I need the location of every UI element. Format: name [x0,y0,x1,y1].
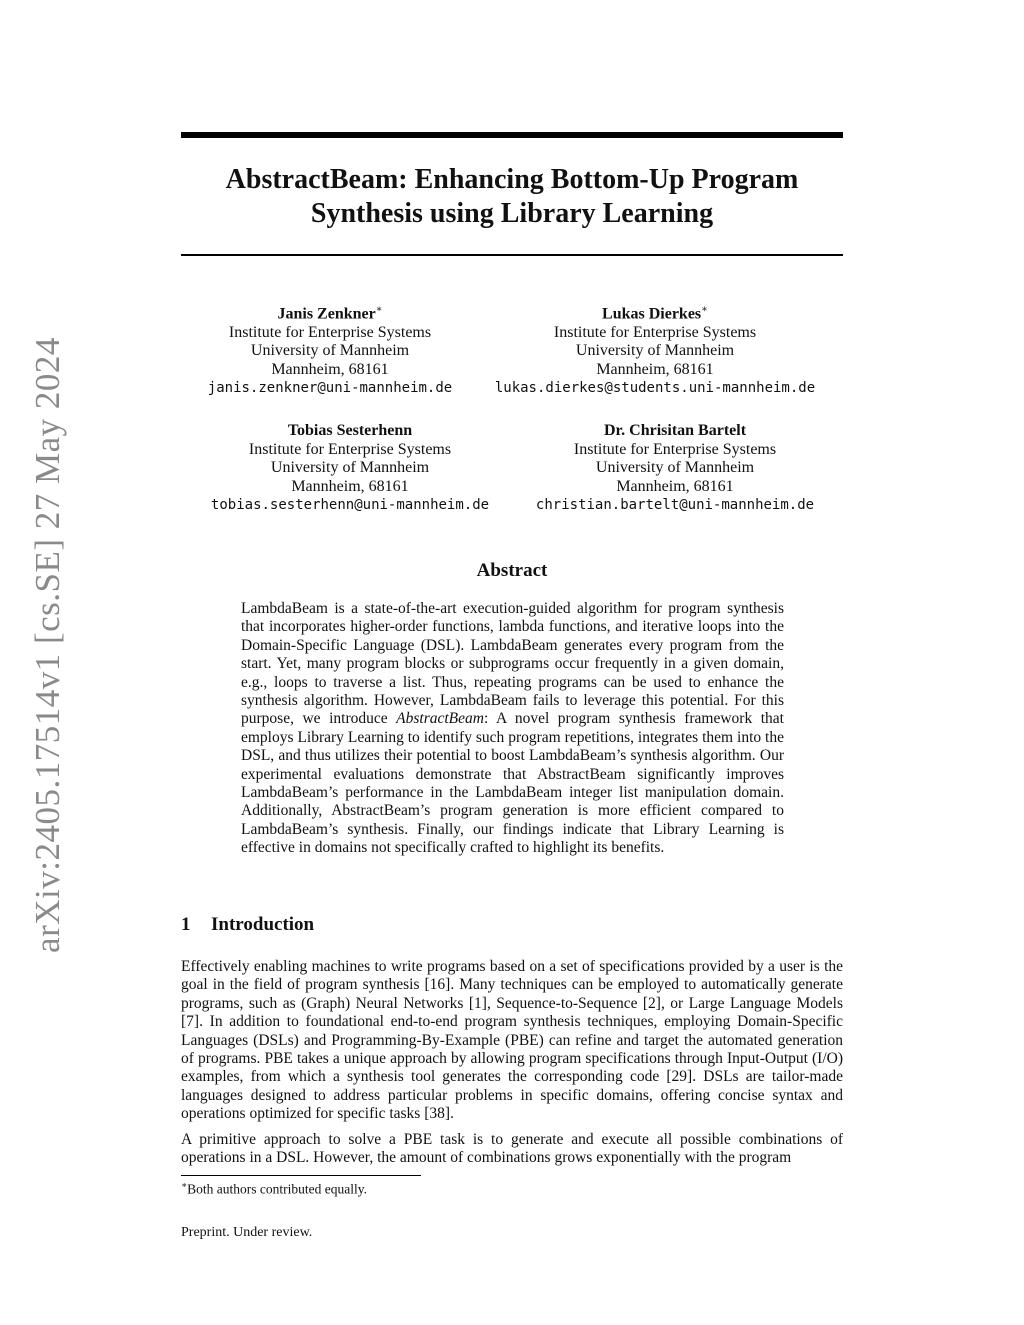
author-name-2: Lukas Dierkes∗ [602,304,708,323]
author-email-2: lukas.dierkes@students.uni-mannheim.de [494,380,816,397]
author-city-3: Mannheim, 68161 [291,477,409,495]
author-university-3: University of Mannheim [270,459,430,476]
intro-paragraph-1: Effectively enabling machines to write programs based on a set of specifications provided by a user is the goal in the field of program synthesis [16]. Many techniques can be employed to automatically generate programs, such as (Graph) Neural Networks [1], Sequence-to-Sequence [2], or Large Language Models [7]. In addition to foundational end-to-end program synthesis techniques, employing Domain-Specific Languages (DSLs) and Programming-By-Example (PBE) can refine and target the automated generation of programs. PBE takes a unique approach by allowing program specifications through Input-Output (I/O) examples, from which a synthesis tool generates the corresponding code [29]. DSLs are tailor-made languages designed to address particular problems in specific domains, offering concise syntax and operations optimized for specific tasks [38]. [181,958,843,1123]
author-email-1: janis.zenkner@uni-mannheim.de [207,380,453,397]
abstract-heading: Abstract [476,560,548,581]
abstract-emphasis: AbstractBeam [396,710,484,728]
abstract-text: LambdaBeam is a state-of-the-art execution-guided algorithm for program synthesis that incorporates higher-order functions, lambda functions, and iterative loops into the Domain-Specific Language (DSL). LambdaBeam generates every program from the start. Yet, many program blocks or subprograms occur frequently in a given domain, e.g., loops to traverse a list. Thus, repeating programs can be used to enhance the synthesis algorithm. However, LambdaBeam fails to leverage this potential. For this purpose, we introduce AbstractBeam: A novel program synthesis framework that employs Library Learning to identify such program repetitions, integrates them into the DSL, and thus utilizes their potential to boost LambdaBeam’s synthesis algorithm. Our experimental evaluations demonstrate that AbstractBeam significantly improves LambdaBeam’s performance in the LambdaBeam integer list manipulation domain. Additionally, AbstractBeam’s program generation is more efficient compared to LambdaBeam’s synthesis. Finally, our findings indicate that Library Learning is effective in domains not specifically crafted to highlight its benefits. [241,600,784,857]
author-institute-3: Institute for Enterprise Systems [248,440,452,458]
author-city-2: Mannheim, 68161 [596,360,714,378]
section-title: Introduction [211,914,315,935]
author-institute-1: Institute for Enterprise Systems [228,323,432,341]
footnote-rule [181,1175,421,1176]
author-block-2 [480,301,830,398]
title-bottom-rule [181,254,843,256]
footnote-mark: ∗ [181,1180,188,1190]
section-number: 1 [181,914,191,935]
preprint-note: Preprint. Under review. [181,1225,313,1240]
author-city-4: Mannheim, 68161 [616,477,734,495]
intro-paragraph-2: A primitive approach to solve a PBE task is to generate and execute all possible combinations of operations in a DSL. However, the amount of combinations grows exponentially with the program [181,1131,843,1167]
footnote-text: Both authors contributed equally. [187,1181,367,1197]
author-name-3: Tobias Sesterhenn [287,422,413,439]
author-institute-4: Institute for Enterprise Systems [573,440,777,458]
author-block-4 [515,422,835,515]
author-email-4: christian.bartelt@uni-mannheim.de [535,497,815,513]
arxiv-identifier-text: arXiv:2405.17514v1 [cs.SE] 27 May 2024 [28,337,68,953]
author-university-4: University of Mannheim [595,459,755,476]
author-university-2: University of Mannheim [575,342,735,360]
author-email-3: tobias.sesterhenn@uni-mannheim.de [210,497,490,513]
author-university-1: University of Mannheim [250,342,410,360]
paper-title: AbstractBeam: Enhancing Bottom-Up Program Synthesis using Library Learning [225,164,799,229]
arxiv-identifier-stamp [28,337,68,953]
author-city-1: Mannheim, 68161 [271,360,389,378]
author-institute-2: Institute for Enterprise Systems [553,323,757,341]
author-block-3 [190,422,510,515]
author-block-1 [190,301,470,398]
footnote [181,1180,843,1198]
section-heading-introduction [181,914,843,936]
author-name-1: Janis Zenkner∗ [277,304,383,323]
author-name-4: Dr. Chrisitan Bartelt [603,422,747,439]
title-top-rule [181,132,843,138]
